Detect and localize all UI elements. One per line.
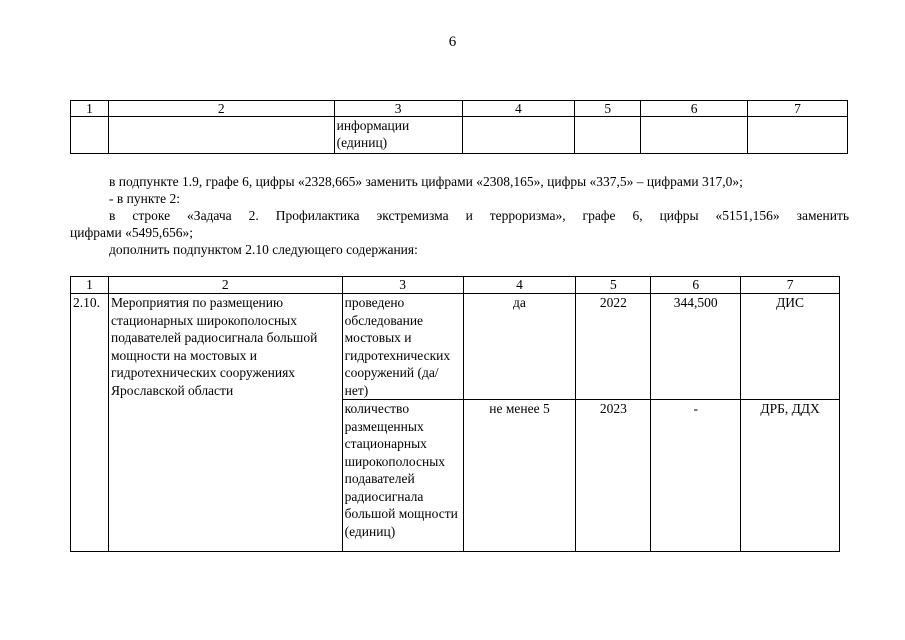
- year-cell: 2023: [576, 400, 651, 552]
- header-cell: 7: [741, 277, 840, 294]
- header-cell: 3: [342, 277, 463, 294]
- table-cell-indicator: информации (единиц): [334, 117, 462, 154]
- paragraph-3-line-2: цифрами «5495,656»;: [70, 225, 193, 240]
- table-cell: [641, 117, 748, 154]
- value-cell: да: [463, 294, 576, 400]
- item-number: 2.10.: [71, 294, 109, 552]
- year-cell: 2022: [576, 294, 651, 400]
- measure-name: Мероприятия по размещению стационарных широкополосных подавателей радиосигнала большой мощности на мостовых и гидротехнических сооружениях Ярославской области: [108, 294, 342, 552]
- header-cell: 4: [462, 101, 575, 117]
- table-header-row: [71, 277, 840, 294]
- paragraph-2: - в пункте 2:: [109, 191, 180, 206]
- header-cell: 1: [71, 277, 109, 294]
- table-row: [71, 117, 848, 154]
- header-cell: 6: [641, 101, 748, 117]
- table-cell: [462, 117, 575, 154]
- header-cell: 3: [334, 101, 462, 117]
- table-cell: [575, 117, 641, 154]
- indicator-cell: проведено обследование мостовых и гидротехнических сооружений (да/нет): [342, 294, 463, 400]
- table-header-row: [71, 101, 848, 117]
- executor-cell: ДИС: [741, 294, 840, 400]
- table-subitem-2-10: [70, 276, 840, 552]
- paragraph-4: дополнить подпунктом 2.10 следующего содержания:: [109, 242, 418, 257]
- value-cell: не менее 5: [463, 400, 576, 552]
- amount-cell: 344,500: [651, 294, 741, 400]
- table-cell: [748, 117, 848, 154]
- page-number: 6: [448, 34, 457, 50]
- header-cell: 4: [463, 277, 576, 294]
- amount-cell: -: [651, 400, 741, 552]
- paragraph-3-line-1: в строке «Задача 2. Профилактика экстремизма и терроризма», графе 6, цифры «5151,156» заменить: [109, 208, 849, 223]
- table-row: [71, 294, 840, 400]
- table-continuation: [70, 100, 848, 154]
- table-cell: [108, 117, 334, 154]
- header-cell: 6: [651, 277, 741, 294]
- paragraph-1: в подпункте 1.9, графе 6, цифры «2328,665» заменить цифрами «2308,165», цифры «337,5» – цифрами 317,0»;: [109, 174, 743, 189]
- header-cell: 1: [71, 101, 109, 117]
- header-cell: 2: [108, 101, 334, 117]
- header-cell: 5: [576, 277, 651, 294]
- indicator-cell: количество размещенных стационарных широкополосных подавателей радиосигнала большой мощности (единиц): [342, 400, 463, 552]
- executor-cell: ДРБ, ДДХ: [741, 400, 840, 552]
- header-cell: 2: [108, 277, 342, 294]
- header-cell: 7: [748, 101, 848, 117]
- table-cell: [71, 117, 109, 154]
- header-cell: 5: [575, 101, 641, 117]
